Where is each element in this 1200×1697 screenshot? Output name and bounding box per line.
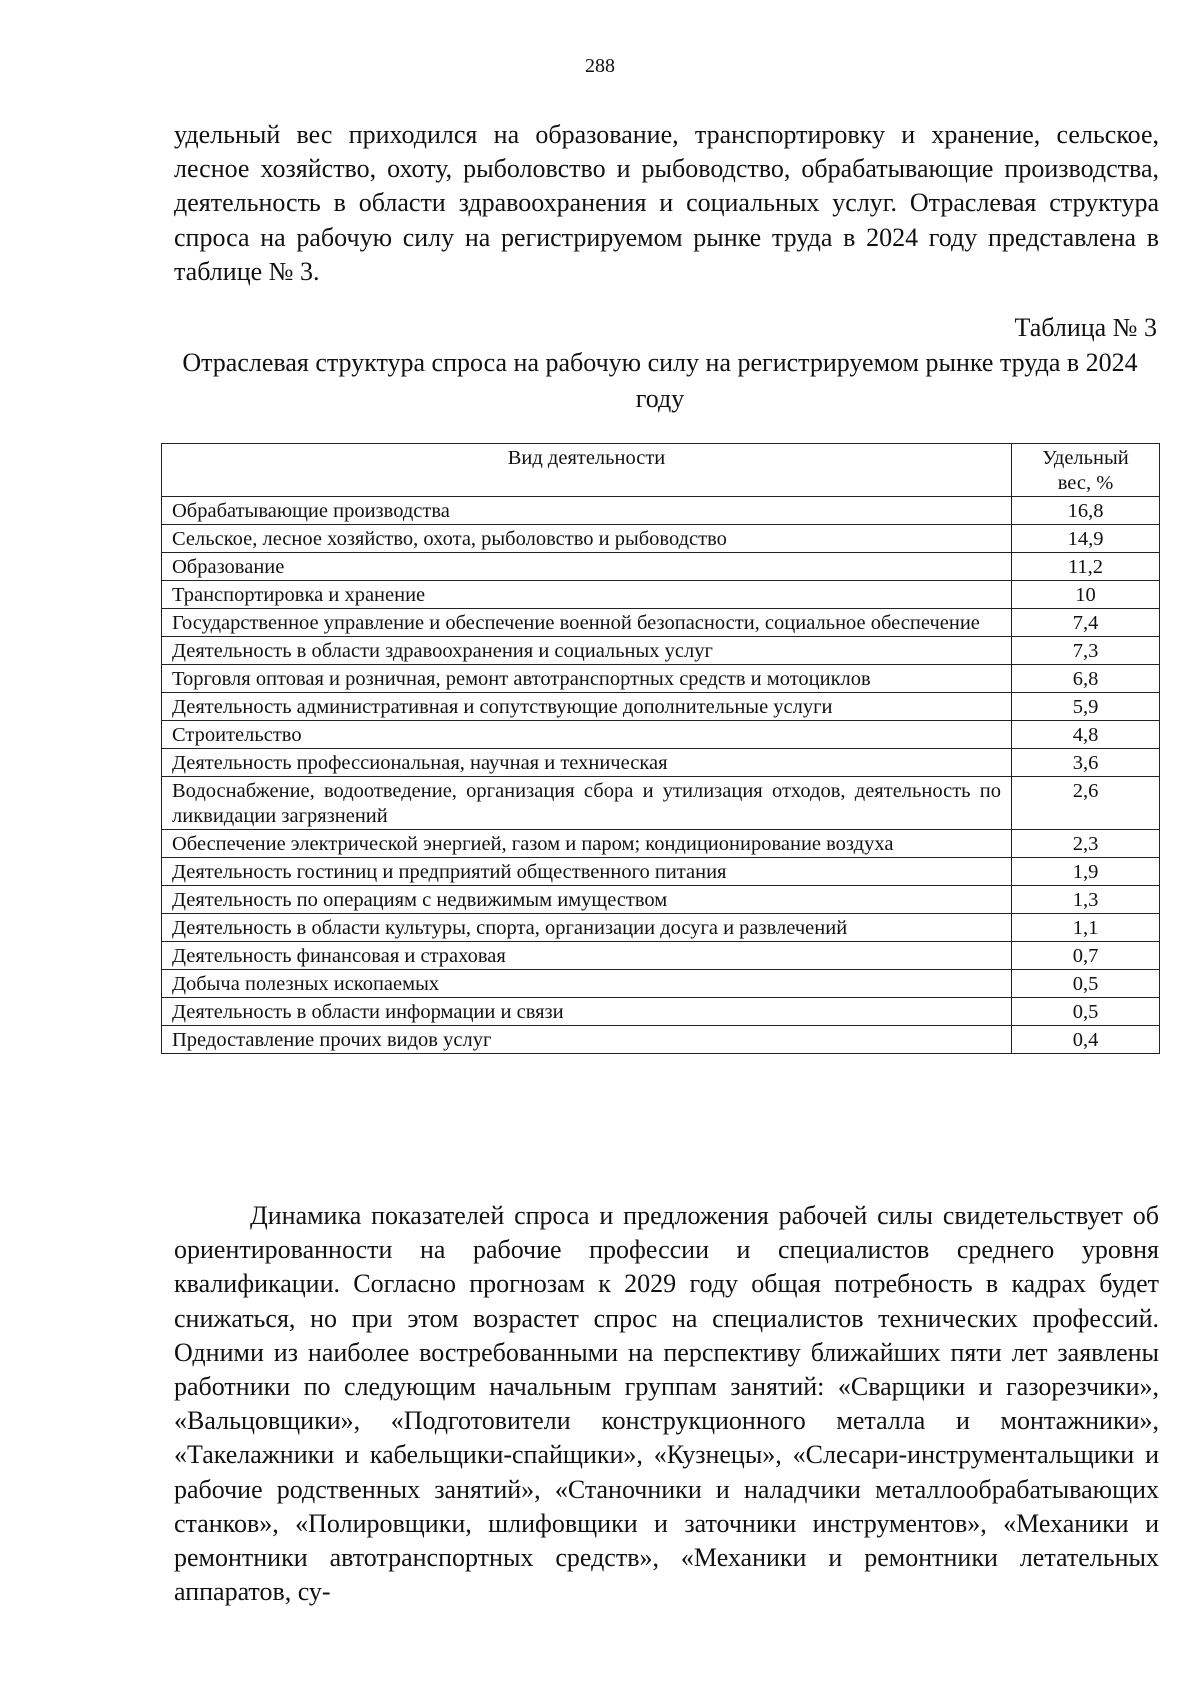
table-row bbox=[162, 858, 1160, 886]
bottom-paragraph: Динамика показателей спроса и предложения рабочей силы свидетельствует об ориентированности на рабочие профессии и специалистов среднего уровня квалификации. Согласно прогнозам к 2029 году общая потребность в кадрах будет снижаться, но при этом возрастет спрос на специалистов технических профессий. Одними из наиболее востребованными на перспективу ближайших пяти лет заявлены работники по следующим начальным группам занятий: «Сварщики и газорезчики», «Вальцовщики», «Подготовители конструкционного металла и монтажники», «Такелажники и кабельщики-спайщики», «Кузнецы», «Слесари-инструментальщики и рабочие родственных занятий», «Станочники и наладчики металлообрабатывающих станков», «Полировщики, шлифовщики и заточники инструментов», «Механики и ремонтники автотранспортных средств», «Механики и ремонтники летательных аппаратов, су- bbox=[174, 1201, 1159, 1607]
share-cell: 7,4 bbox=[1012, 609, 1160, 637]
header-share-line2: вес, % bbox=[1057, 472, 1114, 494]
share-cell: 14,9 bbox=[1012, 525, 1160, 553]
share-cell: 3,6 bbox=[1012, 749, 1160, 777]
activity-cell: Образование bbox=[162, 553, 1012, 581]
activity-cell: Обеспечение электрической энергией, газом и паром; кондиционирование воздуха bbox=[162, 830, 1012, 858]
activity-cell: Деятельность в области информации и связи bbox=[162, 998, 1012, 1026]
table-row bbox=[162, 553, 1160, 581]
share-cell: 2,6 bbox=[1012, 777, 1160, 830]
share-cell: 0,7 bbox=[1012, 942, 1160, 970]
activity-cell: Государственное управление и обеспечение военной безопасности, социальное обеспечение bbox=[162, 609, 1012, 637]
header-share bbox=[1012, 444, 1160, 497]
page-number: 288 bbox=[585, 55, 615, 77]
header-activity: Вид деятельности bbox=[162, 444, 1012, 497]
table-row bbox=[162, 665, 1160, 693]
share-cell: 6,8 bbox=[1012, 665, 1160, 693]
share-cell: 1,3 bbox=[1012, 886, 1160, 914]
table-label: Таблица № 3 bbox=[1014, 313, 1157, 342]
activity-cell: Деятельность гостиниц и предприятий общественного питания bbox=[162, 858, 1012, 886]
activity-cell: Деятельность профессиональная, научная и техническая bbox=[162, 749, 1012, 777]
activity-cell: Деятельность в области здравоохранения и социальных услуг bbox=[162, 637, 1012, 665]
share-cell: 7,3 bbox=[1012, 637, 1160, 665]
share-cell: 10 bbox=[1012, 581, 1160, 609]
activity-cell: Деятельность финансовая и страховая bbox=[162, 942, 1012, 970]
table-row bbox=[162, 637, 1160, 665]
activity-cell: Предоставление прочих видов услуг bbox=[162, 1026, 1012, 1054]
top-paragraph: удельный вес приходился на образование, транспортировку и хранение, сельское, лесное хозяйство, охоту, рыболовство и рыбоводство, обрабатывающие производства, деятельность в области здравоохранения и социальных услуг. Отраслевая структура спроса на рабочую силу на регистрируемом рынке труда в 2024 году представлена в таблице № 3. bbox=[174, 120, 1159, 286]
activity-cell: Деятельность по операциям с недвижимым имуществом bbox=[162, 886, 1012, 914]
share-cell: 11,2 bbox=[1012, 553, 1160, 581]
table-row bbox=[162, 998, 1160, 1026]
share-cell: 0,5 bbox=[1012, 970, 1160, 998]
activity-cell: Обрабатывающие производства bbox=[162, 497, 1012, 525]
share-cell: 0,5 bbox=[1012, 998, 1160, 1026]
share-cell: 2,3 bbox=[1012, 830, 1160, 858]
table-title: Отраслевая структура спроса на рабочую силу на регистрируемом рынке труда в 2024 году bbox=[182, 348, 1138, 413]
table-row bbox=[162, 497, 1160, 525]
table-row bbox=[162, 914, 1160, 942]
activity-cell: Добыча полезных ископаемых bbox=[162, 970, 1012, 998]
table-row bbox=[162, 749, 1160, 777]
table-row bbox=[162, 886, 1160, 914]
share-cell: 1,9 bbox=[1012, 858, 1160, 886]
table-body bbox=[162, 497, 1160, 1054]
activity-cell: Водоснабжение, водоотведение, организация сбора и утилизация отходов, деятельность по ликвидации загрязнений bbox=[162, 777, 1012, 830]
activity-cell: Торговля оптовая и розничная, ремонт автотранспортных средств и мотоциклов bbox=[162, 665, 1012, 693]
activity-cell: Деятельность административная и сопутствующие дополнительные услуги bbox=[162, 693, 1012, 721]
share-cell: 0,4 bbox=[1012, 1026, 1160, 1054]
share-cell: 5,9 bbox=[1012, 693, 1160, 721]
table-row bbox=[162, 581, 1160, 609]
table-row bbox=[162, 721, 1160, 749]
activity-cell: Деятельность в области культуры, спорта, организации досуга и развлечений bbox=[162, 914, 1012, 942]
share-cell: 16,8 bbox=[1012, 497, 1160, 525]
table-row bbox=[162, 777, 1160, 830]
table-row bbox=[162, 609, 1160, 637]
activity-cell: Строительство bbox=[162, 721, 1012, 749]
share-cell: 1,1 bbox=[1012, 914, 1160, 942]
table-row bbox=[162, 942, 1160, 970]
table-row bbox=[162, 693, 1160, 721]
activity-cell: Сельское, лесное хозяйство, охота, рыболовство и рыбоводство bbox=[162, 525, 1012, 553]
share-cell: 4,8 bbox=[1012, 721, 1160, 749]
table-row bbox=[162, 1026, 1160, 1054]
industry-demand-table bbox=[161, 443, 1160, 1054]
table-row bbox=[162, 830, 1160, 858]
table-row bbox=[162, 970, 1160, 998]
header-share-line1: Удельный bbox=[1042, 447, 1129, 469]
activity-cell: Транспортировка и хранение bbox=[162, 581, 1012, 609]
table-header-row bbox=[162, 444, 1160, 497]
table-row bbox=[162, 525, 1160, 553]
